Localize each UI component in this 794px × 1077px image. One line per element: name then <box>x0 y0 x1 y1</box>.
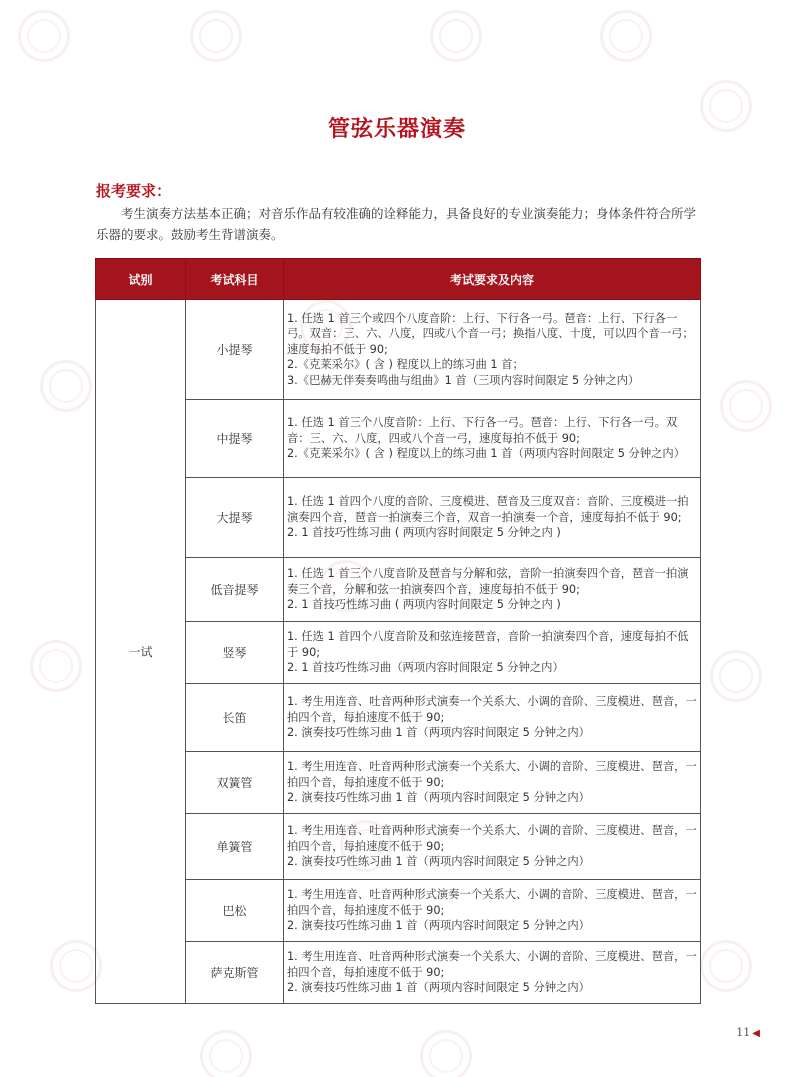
content-cell <box>284 942 701 1004</box>
watermark-seal-icon <box>30 640 82 692</box>
content-line: 2. 演奏技巧性练习曲 1 首（两项内容时间限定 5 分钟之内） <box>287 981 590 995</box>
content-line: 1. 考生用连音、吐音两种形式演奏一个关系大、小调的音阶、三度模进、琶音，一拍四个音，每拍速度不低于 90; <box>287 695 697 724</box>
table-row <box>96 558 701 622</box>
subject-cell: 长笛 <box>186 684 284 752</box>
content-line: 2. 演奏技巧性练习曲 1 首（两项内容时间限定 5 分钟之内） <box>287 726 590 740</box>
table-row <box>96 300 701 400</box>
content-line: 2. 1 首技巧性练习曲（两项内容时间限定 5 分钟之内） <box>287 661 564 675</box>
watermark-seal-icon <box>430 10 482 62</box>
content-line: 3.《巴赫无伴奏奏鸣曲与组曲》1 首（三项内容时间限定 5 分钟之内） <box>287 373 640 387</box>
content-line: 1. 任选 1 首三个八度音阶：上行、下行各一弓。琶音：上行、下行各一弓。双音：三、六、八度，四或八个音一弓，速度每拍不低于 90; <box>287 416 678 445</box>
content-line: 2. 1 首技巧性练习曲 ( 两项内容时间限定 5 分钟之内 ) <box>287 526 561 540</box>
content-cell <box>284 880 701 942</box>
content-cell <box>284 400 701 478</box>
subject-cell: 低音提琴 <box>186 558 284 622</box>
subject-cell: 双簧管 <box>186 752 284 814</box>
content-line: 2. 演奏技巧性练习曲 1 首（两项内容时间限定 5 分钟之内） <box>287 855 590 869</box>
triangle-left-icon: ◀ <box>752 1028 760 1039</box>
content-cell <box>284 814 701 880</box>
subject-cell: 大提琴 <box>186 478 284 558</box>
watermark-seal-icon <box>200 1030 252 1077</box>
table-row <box>96 942 701 1004</box>
table-header-row <box>96 259 701 300</box>
watermark-seal-icon <box>600 10 652 62</box>
content-line: 1. 考生用连音、吐音两种形式演奏一个关系大、小调的音阶、三度模进、琶音，一拍四个音，每拍速度不低于 90; <box>287 824 697 853</box>
watermark-seal-icon <box>710 650 762 702</box>
subject-cell: 小提琴 <box>186 300 284 400</box>
content-cell <box>284 300 701 400</box>
page-number <box>736 1026 760 1039</box>
content-cell <box>284 752 701 814</box>
page-title: 管弦乐器演奏 <box>327 117 466 142</box>
header-content: 考试要求及内容 <box>284 259 701 300</box>
content-line: 1. 任选 1 首四个八度的音阶、三度模进、琶音及三度双音：音阶、三度模进一拍演奏四个音，琶音一拍演奏三个音，双音一拍演奏一个音，速度每拍不低于 90; <box>287 495 689 524</box>
table-row <box>96 622 701 684</box>
page-number-text: 11 <box>736 1026 751 1039</box>
content-line: 2. 演奏技巧性练习曲 1 首（两项内容时间限定 5 分钟之内） <box>287 919 590 933</box>
content-cell <box>284 478 701 558</box>
header-round: 试别 <box>96 259 186 300</box>
table-row <box>96 478 701 558</box>
table-row <box>96 814 701 880</box>
content-line: 2. 1 首技巧性练习曲 ( 两项内容时间限定 5 分钟之内 ) <box>287 598 561 612</box>
table-row <box>96 752 701 814</box>
content-line: 2.《克莱采尔》( 含 ) 程度以上的练习曲 1 首； <box>287 358 524 372</box>
header-subject: 考试科目 <box>186 259 284 300</box>
watermark-seal-icon <box>700 940 752 992</box>
round-cell: 一试 <box>96 300 186 1004</box>
exam-table <box>95 258 701 1004</box>
intro-paragraph: 考生演奏方法基本正确；对音乐作品有较准确的诠释能力，具备良好的专业演奏能力；身体条件符合所学乐器的要求。鼓励考生背谱演奏。 <box>96 206 697 242</box>
watermark-seal-icon <box>190 10 242 62</box>
subject-cell: 巴松 <box>186 880 284 942</box>
content-cell <box>284 558 701 622</box>
subject-cell: 竖琴 <box>186 622 284 684</box>
table-row <box>96 880 701 942</box>
content-line: 2. 演奏技巧性练习曲 1 首（两项内容时间限定 5 分钟之内） <box>287 791 590 805</box>
content-line: 1. 考生用连音、吐音两种形式演奏一个关系大、小调的音阶、三度模进、琶音，一拍四个音，每拍速度不低于 90; <box>287 760 697 789</box>
content-line: 1. 任选 1 首三个或四个八度音阶：上行、下行各一弓。琶音：上行、下行各一弓。双音：三、六、八度，四或八个音一弓；换指八度、十度，可以四个音一弓；速度每拍不低于 90; <box>287 311 694 356</box>
watermark-seal-icon <box>420 1030 472 1077</box>
subject-cell: 单簧管 <box>186 814 284 880</box>
content-line: 1. 考生用连音、吐音两种形式演奏一个关系大、小调的音阶、三度模进、琶音，一拍四个音，每拍速度不低于 90; <box>287 888 697 917</box>
watermark-seal-icon <box>18 10 70 62</box>
table-row <box>96 400 701 478</box>
watermark-seal-icon <box>720 380 772 432</box>
content-line: 2.《克莱采尔》( 含 ) 程度以上的练习曲 1 首（两项内容时间限定 5 分钟之内） <box>287 447 686 461</box>
watermark-seal-icon <box>40 360 92 412</box>
content-line: 1. 任选 1 首三个八度音阶及琶音与分解和弦，音阶一拍演奏四个音，琶音一拍演奏三个音，分解和弦一拍演奏四个音，速度每拍不低于 90; <box>287 567 689 596</box>
table-row <box>96 684 701 752</box>
subject-cell: 萨克斯管 <box>186 942 284 1004</box>
content-cell <box>284 622 701 684</box>
content-line: 1. 任选 1 首四个八度音阶及和弦连接琶音，音阶一拍演奏四个音，速度每拍不低于 90; <box>287 630 689 659</box>
subject-cell: 中提琴 <box>186 400 284 478</box>
requirements-heading: 报考要求： <box>96 182 172 200</box>
content-line: 1. 考生用连音、吐音两种形式演奏一个关系大、小调的音阶、三度模进、琶音，一拍四个音，每拍速度不低于 90; <box>287 950 697 979</box>
content-cell <box>284 684 701 752</box>
